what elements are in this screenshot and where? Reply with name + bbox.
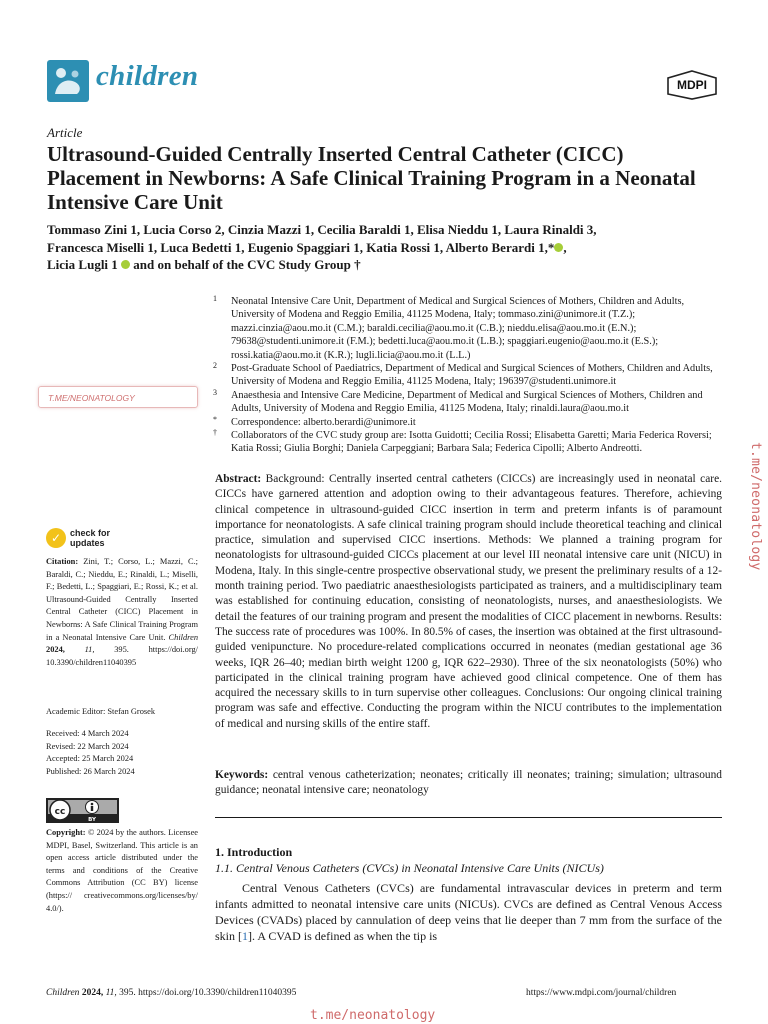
cc-by-license-badge[interactable]: [46, 798, 119, 823]
journal-name[interactable]: children: [96, 60, 199, 92]
publication-dates: [46, 728, 198, 778]
orcid-icon[interactable]: [554, 243, 563, 252]
affiliation-item: [213, 362, 723, 389]
keywords-label: Keywords:: [215, 769, 269, 781]
citation-volume: 11,: [84, 645, 95, 655]
copyright-block: [46, 827, 198, 915]
author-line: Tommaso Zini 1, Lucia Corso 2, Cinzia Mazzi 1, Cecilia Baraldi 1, Elisa Nieddu 1, Laura Rinaldi 3,: [47, 222, 597, 237]
citation-block: [46, 556, 198, 669]
subsection-heading: 1.1. Central Venous Catheters (CVCs) in Neonatal Intensive Care Units (NICUs): [215, 861, 604, 875]
citation-text: Zini, T.; Corso, L.; Mazzi, C.; Baraldi, C.; Nieddu, E.; Rinaldi, L.; Miselli, F.; Bedetti, L.; Spaggiari, E.; Rossi, K.; et al. Ultrasound-Guided Centrally Inserted Central Catheter (CICC) Placement in Newborns: A Safe Clinical Training Program in a Neonatal Intensive Care Unit.: [46, 557, 199, 642]
section-divider: [215, 817, 722, 818]
author-name: Licia Lugli 1: [47, 257, 118, 272]
author-line-text: Francesca Miselli 1, Luca Bedetti 1, Eugenio Spaggiari 1, Katia Rossi 1, Alberto Berardi 1,*: [47, 239, 555, 255]
affiliation-mark: †: [213, 428, 217, 438]
footer-volume: 11,: [105, 988, 117, 998]
footer-citation: [46, 988, 296, 998]
journal-logo: [47, 60, 89, 102]
body-paragraph: [215, 880, 722, 944]
affiliation-mark: 2: [213, 361, 217, 371]
keywords: [215, 768, 722, 799]
footer-year: 2024,: [81, 988, 104, 998]
cc-by-label: BY: [88, 817, 96, 823]
author-group: and on behalf of the CVC Study Group †: [133, 257, 361, 272]
affiliation-text: Correspondence: alberto.berardi@unimore.it: [231, 416, 416, 428]
check-icon: ✓: [46, 528, 66, 548]
citation-year: 2024,: [46, 645, 65, 655]
abstract-label: Abstract:: [215, 473, 262, 485]
check-updates-line: check for: [70, 528, 111, 538]
watermark-box-link[interactable]: T.ME/NEONATOLOGY: [38, 386, 198, 408]
author-line: Francesca Miselli 1, Luca Bedetti 1, Eugenio Spaggiari 1, Katia Rossi 1, Alberto Berardi 1,* ,: [47, 239, 567, 255]
mdpi-logo[interactable]: [666, 70, 718, 100]
publisher-name: MDPI: [677, 78, 707, 92]
svg-text:cc: cc: [54, 807, 66, 817]
abstract: [215, 472, 722, 732]
abstract-text: Background: Centrally inserted central catheters (CICCs) are increasingly used in neonatal care. CICCs have garnered attention and adoption owing to their advantageous features. Therefore, achieving clinical competence in ultrasound-guided CICC insertion in term and preterm infants is of paramount importance for neonatologists. A safe clinical training program should include theoretical teaching and clinical practice, simulation and supervised CICC insertions. Methods: We planned a training program for neonatologists for ultrasound-guided CICCs placement at our level III neonatal intensive care unit (NICU) in Modena, Italy. In this single-centre prospective observational study, we present the preliminary results of a 12-month training period. Two paediatric anaesthesiologists participated as trainers, and a multidisciplinary team was established for continuing education, consisting of neonatologists, nurses, and anaesthesiologists. We detail the features of our training program and present the modalities of CICC placement in newborns. Results: The success rate of procedures was 100%. In 80.5% of cases, the insertion was obtained at the first ultrasound-guided venipuncture. No procedure-related complications occurred in neonates (median gestational age 36 weeks, IQR 26–40; median birth weight 1200 g, IQR 622–2930). Three of the six neonatologists (50%) who participated in the clinical training program have achieved good clinical competence. One of them has acquired the necessary skills to in turn supervise other colleagues. Conclusions: Our ongoing clinical training program was safe and effective. Conducting the program within the NICU contributes to the implementation of medical and nursing skills of the entire staff.: [215, 473, 722, 730]
article-type: Article: [47, 125, 83, 140]
section-heading: 1. Introduction: [215, 845, 293, 859]
paragraph-text: ]. A CVAD is defined as when the tip is: [248, 929, 438, 943]
author-list: [47, 221, 727, 274]
footer-journal-url[interactable]: https://www.mdpi.com/journal/children: [526, 988, 677, 998]
date-revised: Revised: 22 March 2024: [46, 741, 129, 751]
date-received: Received: 4 March 2024: [46, 729, 129, 738]
academic-editor: Academic Editor: Stefan Grosek: [46, 707, 156, 716]
affiliation-text: Collaborators of the CVC study group are: Isotta Guidotti; Cecilia Rossi; Elisabetta Garetti; Maria Federica Roversi; Katia Rossi; Giulia Borghi; Daniela Carpeggiani; Barbara Sala; Federica Cipolli; Alberto Andreotti.: [231, 430, 712, 455]
affiliation-item: [213, 429, 723, 456]
check-updates-label: [70, 528, 110, 548]
date-accepted: Accepted: 25 March 2024: [46, 754, 134, 764]
affiliation-mark: 3: [213, 387, 217, 397]
paragraph-text: Central Venous Catheters (CVCs) are fundamental intravascular devices in preterm and term infants admitted to neonatal intensive care units (NICUs). CVCs are defined as Central Venous Access Devices (CVADs) placed by cannulation of deep veins that lie deeper than 7 mm from the surface of the skin [: [215, 881, 722, 943]
citation-label: Citation:: [46, 557, 79, 566]
check-for-updates-button[interactable]: [46, 526, 126, 552]
citation-link[interactable]: 1: [242, 929, 248, 943]
citation-journal: Children: [168, 632, 199, 642]
orcid-icon[interactable]: [121, 260, 130, 269]
paper-title: Ultrasound-Guided Centrally Inserted Central Catheter (CICC) Placement in Newborns: A Safe Clinical Training Program in a Neonatal Intensive Care Unit: [47, 142, 696, 214]
affiliation-mark: *: [213, 414, 217, 424]
copyright-label: Copyright:: [46, 828, 86, 837]
watermark-vertical-link[interactable]: t.me/neonatology: [748, 442, 763, 571]
copyright-text: © 2024 by the authors. Licensee MDPI, Basel, Switzerland. This article is an open access article distributed under the terms and conditions of the Creative Commons Attribution (CC BY) license (https:// creativecommons.org/licenses/by/ 4.0/).: [46, 828, 198, 913]
affiliation-text: Anaesthesia and Intensive Care Medicine, Department of Medical and Surgical Sciences of Mothers, Children and Adults, University of Modena and Reggio Emilia, 41125 Modena, Italy; rinaldi.laura@aou.mo.it: [231, 389, 703, 415]
affiliation-mark: 1: [213, 294, 217, 303]
affiliation-item: [213, 389, 723, 416]
affiliation-text: Post-Graduate School of Paediatrics, Department of Medical and Surgical Sciences of Mothers, Children and Adults, University of Modena and Reggio Emilia, 41125 Modena, Italy; 196397@studenti.unimore.it: [231, 363, 713, 388]
citation-doi[interactable]: 395. https://doi.org/ 10.3390/children11040395: [46, 645, 199, 667]
affiliations: [213, 295, 723, 456]
affiliation-item: [213, 416, 723, 429]
keywords-text: central venous catheterization; neonates; critically ill neonates; training; simulation; ultrasound guidance; neonatal intensive care; neonatology: [215, 769, 722, 797]
author-line: [47, 256, 727, 274]
affiliation-text: Neonatal Intensive Care Unit, Department of Medical and Surgical Sciences of Mothers, Children and Adults, University of Modena and Reggio Emilia, 41125 Modena, Italy; tommaso.zini@unimore.it (T.Z.); mazzi.cinzia@aou.mo.it (C.M.); baraldi.cecilia@aou.mo.it (C.B.); nieddu.elisa@aou.mo.it (E.N.); 79638@studenti.unimore.it (F.M.); bedetti.luca@aou.mo.it (L.B.); spaggiari.eugenio@aou.mo.it (E.S.); rossi.katia@aou.mo.it (K.R.); lugli.licia@aou.mo.it (L.L.): [231, 296, 685, 361]
date-published: Published: 26 March 2024: [46, 766, 135, 776]
footer-journal: Children: [46, 988, 80, 998]
footer-doi-link[interactable]: 395. https://doi.org/10.3390/children11040395: [119, 988, 297, 998]
journal-logo-icon: [47, 60, 89, 102]
check-updates-line: updates: [70, 538, 105, 548]
affiliation-item: [213, 295, 723, 362]
watermark-bottom-link[interactable]: t.me/neonatology: [310, 1008, 436, 1023]
